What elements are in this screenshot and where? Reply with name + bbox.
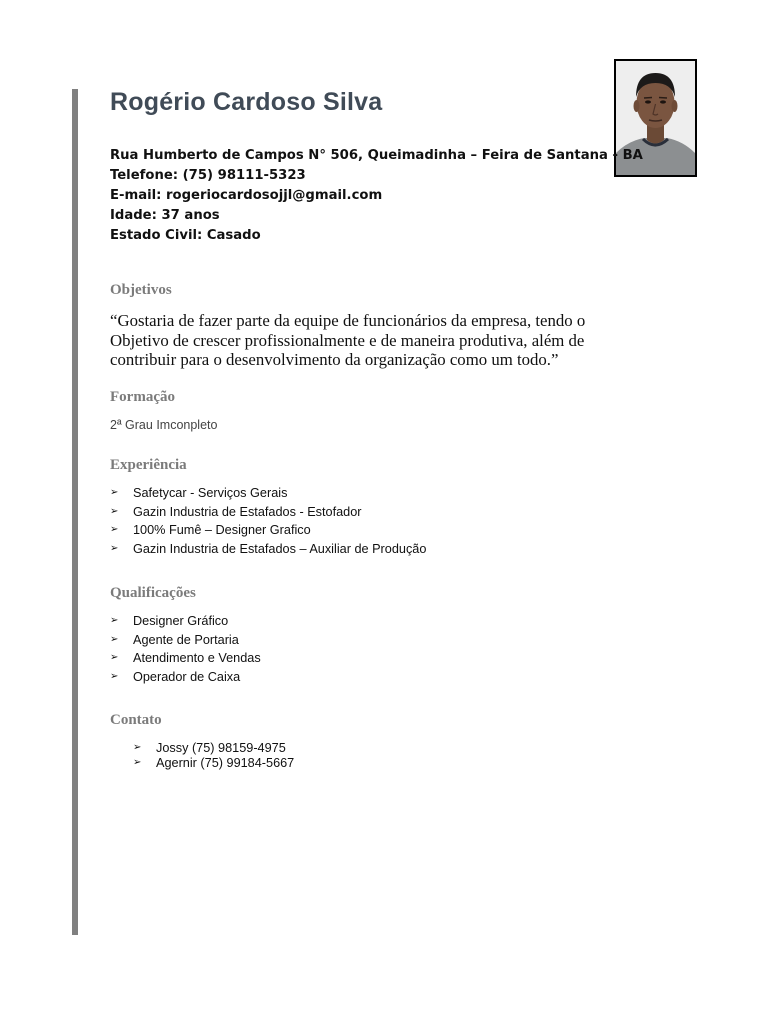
candidate-name: Rogério Cardoso Silva xyxy=(110,88,383,116)
arrowhead-bullet-icon: ➢ xyxy=(110,487,119,498)
section-title-objetivos: Objetivos xyxy=(110,282,172,298)
qualifications-list xyxy=(110,612,261,686)
marital-status-line: Estado Civil: Casado xyxy=(110,228,261,243)
qualification-item-label: Atendimento e Vendas xyxy=(133,651,261,665)
list-item xyxy=(110,521,426,540)
age-line: Idade: 37 anos xyxy=(110,208,220,223)
arrowhead-bullet-icon: ➢ xyxy=(133,756,142,768)
contacts-list xyxy=(133,741,294,770)
address-line: Rua Humberto de Campos N° 506, Queimadinha – Feira de Santana - BA xyxy=(110,148,643,163)
list-item xyxy=(133,756,294,771)
side-accent-bar xyxy=(72,89,78,935)
list-item xyxy=(110,484,426,503)
objective-text: “Gostaria de fazer parte da equipe de funcionários da empresa, tendo o Objetivo de crescer profissionalmente e de maneira produtiva, além de contribuir para o desenvolvimento da organização como um todo.” xyxy=(110,311,586,369)
list-item xyxy=(110,540,426,559)
list-item xyxy=(110,503,426,522)
arrowhead-bullet-icon: ➢ xyxy=(110,652,119,663)
list-item xyxy=(110,631,261,650)
section-title-experiencia: Experiência xyxy=(110,457,187,473)
contact-item-label: Jossy (75) 98159-4975 xyxy=(156,741,286,755)
arrowhead-bullet-icon: ➢ xyxy=(110,615,119,626)
experience-item-label: 100% Fumê – Designer Grafico xyxy=(133,523,311,537)
arrowhead-bullet-icon: ➢ xyxy=(110,633,119,645)
experience-item-label: Gazin Industria de Estafados – Auxiliar de Produção xyxy=(133,541,427,556)
section-title-formacao: Formação xyxy=(110,389,175,405)
experience-item-label: Safetycar - Serviços Gerais xyxy=(133,486,288,500)
experience-item-label: Gazin Industria de Estafados - Estofador xyxy=(133,504,362,519)
arrowhead-bullet-icon: ➢ xyxy=(133,742,142,753)
contact-info-block xyxy=(110,146,643,246)
section-title-contato: Contato xyxy=(110,712,162,728)
qualification-item-label: Operador de Caixa xyxy=(133,669,241,684)
arrowhead-bullet-icon: ➢ xyxy=(110,542,119,554)
contact-item-label: Agernir (75) 99184-5667 xyxy=(156,755,295,770)
section-title-qualificacoes: Qualificações xyxy=(110,585,196,601)
list-item xyxy=(110,649,261,668)
list-item xyxy=(110,612,261,631)
qualification-item-label: Agente de Portaria xyxy=(133,632,239,647)
experience-list xyxy=(110,484,426,558)
list-item xyxy=(133,741,294,756)
arrowhead-bullet-icon: ➢ xyxy=(110,505,119,517)
formacao-text: 2ª Grau Imconpleto xyxy=(110,418,218,432)
phone-line: Telefone: (75) 98111-5323 xyxy=(110,168,306,183)
arrowhead-bullet-icon: ➢ xyxy=(110,670,119,682)
qualification-item-label: Designer Gráfico xyxy=(133,614,229,628)
arrowhead-bullet-icon: ➢ xyxy=(110,524,119,535)
email-line: E-mail: rogeriocardosojjl@gmail.com xyxy=(110,188,383,203)
list-item xyxy=(110,668,261,687)
